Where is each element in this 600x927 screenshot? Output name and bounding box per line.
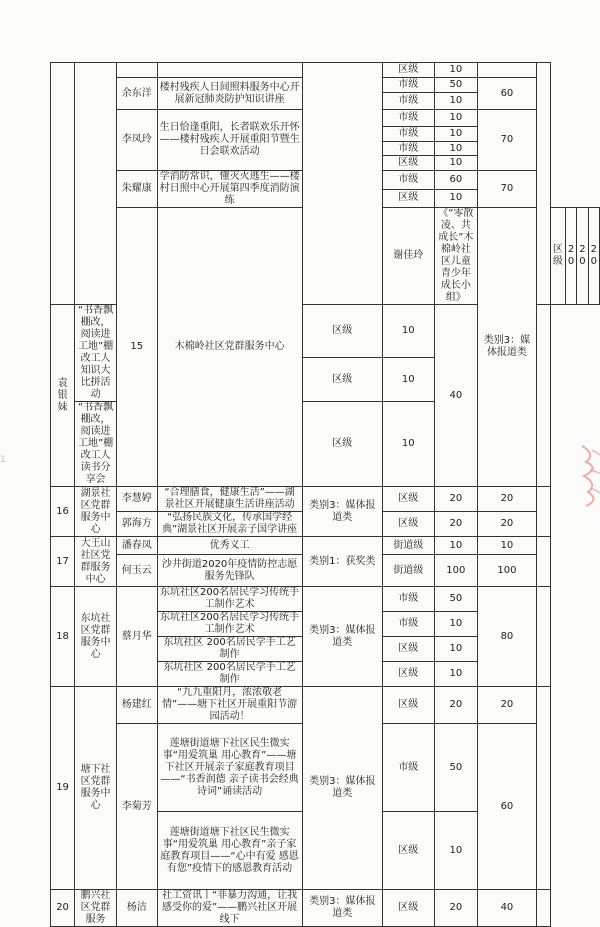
table-cell: 10 <box>434 812 478 890</box>
table-cell: 市级 <box>382 127 434 142</box>
table-cell: 10 <box>382 402 434 487</box>
table-cell: 60 <box>434 171 478 190</box>
table-cell: 10 <box>434 189 478 208</box>
table-row <box>51 487 600 512</box>
table-cell: 李慧婷 <box>117 487 158 512</box>
table-cell: 70 <box>478 171 536 208</box>
table-cell: 10 <box>434 637 478 662</box>
table-cell: 区级 <box>382 487 434 512</box>
table-cell: 10 <box>478 537 536 555</box>
table-cell: 100 <box>434 555 478 587</box>
table-cell: 市级 <box>382 142 434 156</box>
table-cell: 70 <box>478 110 536 171</box>
table-cell: 学消防常识，懂灭火逃生——楼村日照中心开展第四季度消防演练 <box>157 171 302 208</box>
table-cell: 市级 <box>382 110 434 127</box>
table-cell: 20 <box>478 687 536 724</box>
table-cell: 区级 <box>382 687 434 724</box>
table-cell: 区级 <box>382 512 434 537</box>
table-row <box>51 537 600 555</box>
table-cell: 15 <box>117 208 158 487</box>
table-cell: 20 <box>565 208 576 305</box>
table-cell: 市级 <box>382 93 434 110</box>
table-cell <box>75 63 117 305</box>
table-cell: 区级 <box>382 189 434 208</box>
table-cell: 大王山社区党群服务中心 <box>75 537 117 587</box>
table-cell: 市级 <box>382 724 434 812</box>
table-cell: 区级 <box>382 156 434 171</box>
table-cell: 50 <box>434 724 478 812</box>
table-cell: 楼村残疾人日间照料服务中心开展新冠肺炎防护知识讲座 <box>157 78 302 110</box>
table-cell: 区级 <box>382 637 434 662</box>
table-cell: 街道级 <box>382 555 434 587</box>
table-row <box>51 63 600 78</box>
binding-margin-mark: 1 <box>0 455 6 465</box>
table-row <box>51 890 600 927</box>
table-cell: 市级 <box>382 171 434 190</box>
table-cell: 10 <box>434 156 478 171</box>
table-cell: 100 <box>478 555 536 587</box>
table-cell: 街道级 <box>382 537 434 555</box>
table-cell: 10 <box>434 142 478 156</box>
table-cell: 东坑社区 200名居民学手工艺制作 <box>157 637 302 662</box>
table-cell <box>302 63 382 305</box>
table-cell: 李菊芳 <box>117 724 158 890</box>
table-cell: 50 <box>434 587 478 612</box>
table-cell: 80 <box>478 587 536 687</box>
table-cell <box>157 63 302 78</box>
table-cell: 类别1：获奖类 <box>302 537 382 587</box>
table-cell: 区级 <box>382 890 434 927</box>
table-cell: 60 <box>478 724 536 890</box>
table-cell <box>536 537 550 587</box>
table-cell: 20 <box>434 487 478 512</box>
table-cell: 蔡月华 <box>117 587 158 687</box>
table-cell: 杨建红 <box>117 687 158 724</box>
table-cell: “弘扬民族文化，传承国学经典”湖景社区开展亲子国学讲座 <box>157 512 302 537</box>
table-cell: 20 <box>434 687 478 724</box>
table-cell: “合理膳食，健康生活”——湖景社区开展健康生活讲座活动 <box>157 487 302 512</box>
table-cell: 何玉云 <box>117 555 158 587</box>
table-cell: 20 <box>434 512 478 537</box>
table-cell: 10 <box>382 358 434 402</box>
table-cell: 10 <box>434 127 478 142</box>
table-cell: 10 <box>434 662 478 687</box>
table-cell: 杨洁 <box>117 890 158 927</box>
table-cell: 《“零散凌、共成长”木棉岭社区儿童青少年成长小组》 <box>434 208 478 305</box>
table-cell: 市级 <box>382 78 434 93</box>
table-cell: 区级 <box>550 208 565 305</box>
table-cell: 17 <box>51 537 75 587</box>
table-cell: 20 <box>51 890 75 927</box>
table-cell: 东坑社区200名居民学习传统手工制作艺术 <box>157 587 302 612</box>
table-cell: 市级 <box>382 612 434 637</box>
table-row <box>51 587 600 612</box>
table-cell: 10 <box>434 537 478 555</box>
table-cell: 类别3：媒体报道类 <box>302 687 382 890</box>
table-cell: 塘下社区党群服务中心 <box>75 687 117 890</box>
table-cell: 20 <box>478 487 536 512</box>
table-cell: 李凤玲 <box>117 110 158 171</box>
table-cell <box>536 487 550 537</box>
table-cell: “书香飘棚改，阅读进工地”棚改工人读书分享会 <box>75 402 117 487</box>
table-cell <box>478 63 536 78</box>
table-cell: 10 <box>434 93 478 110</box>
table-cell <box>536 587 550 687</box>
table-cell: 20 <box>588 208 599 305</box>
table-cell: 区级 <box>382 812 434 890</box>
table-cell: 东坑社区200名居民学习传统手工制作艺术 <box>157 612 302 637</box>
table-cell: 袁银妹 <box>51 305 75 487</box>
table-cell: 40 <box>478 890 536 927</box>
table-cell: 50 <box>434 78 478 93</box>
table-cell: 20 <box>577 208 588 305</box>
table-cell: 郭海方 <box>117 512 158 537</box>
table-cell: 10 <box>382 305 434 358</box>
table-cell <box>536 63 550 305</box>
table-cell: 40 <box>434 305 478 487</box>
table-cell: 区级 <box>302 358 382 402</box>
table-cell: 类别3：媒体报道类 <box>302 587 382 687</box>
table-cell: 莲塘街道塘下社区民生微实事“用爱筑巢 用心教育”亲子家庭教育项目——“心中有爱 感恩有您”疫情下的感恩教育活动 <box>157 812 302 890</box>
table-cell: 社工资讯丨“非暴力沟通，让我感受你的爱”——鹏兴社区开展线下 <box>157 890 302 927</box>
table-cell <box>536 687 550 890</box>
table-cell: 朱耀康 <box>117 171 158 208</box>
score-table <box>50 62 600 927</box>
table-cell: 20 <box>478 512 536 537</box>
table-cell <box>536 890 550 927</box>
table-cell: 类别3：媒体报道类 <box>302 487 382 537</box>
table-cell: 东坑社区党群服务中心 <box>75 587 117 687</box>
table-cell: 10 <box>434 63 478 78</box>
table-cell: 沙井街道2020年疫情防控志愿服务先锋队 <box>157 555 302 587</box>
table-cell: 余东洋 <box>117 78 158 110</box>
table-cell: 区级 <box>302 305 382 358</box>
table-cell: 优秀义工 <box>157 537 302 555</box>
table-cell: 区级 <box>382 662 434 687</box>
table-cell: 市级 <box>382 587 434 612</box>
table-cell <box>536 305 550 487</box>
table-cell: 类别3：媒体报道类 <box>478 208 536 487</box>
table-cell: 10 <box>434 612 478 637</box>
table-row <box>51 687 600 724</box>
table-cell: “书香飘棚改，阅读进工地”棚改工人知识大比拼活动 <box>75 305 117 402</box>
table-cell: 10 <box>434 110 478 127</box>
table-cell: 16 <box>51 487 75 537</box>
table-cell <box>117 63 158 78</box>
table-cell: 东坑社区 200名居民学手工艺制作 <box>157 662 302 687</box>
table-cell: “九九重阳月，浓浓敬老情”——塘下社区开展重阳节游园活动！ <box>157 687 302 724</box>
table-cell: 生日恰逢重阳，长者联欢乐开怀——楼村残疾人开展重阳节暨生日会联欢活动 <box>157 110 302 171</box>
table-cell: 类别3：媒体报道类 <box>302 890 382 927</box>
table-cell: 谢佳玲 <box>382 208 434 305</box>
table-cell: 鹏兴社区党群服务 <box>75 890 117 927</box>
table-cell: 20 <box>434 890 478 927</box>
table-cell: 区级 <box>302 402 382 487</box>
table-cell: 60 <box>478 78 536 110</box>
table-cell: 木棉岭社区党群服务中心 <box>157 208 302 487</box>
table-cell <box>51 63 75 305</box>
table-cell: 区级 <box>382 63 434 78</box>
red-seal-stamp <box>576 440 600 510</box>
table-cell: 18 <box>51 587 75 687</box>
table-cell: 莲塘街道塘下社区民生微实事“用爱筑巢 用心教育”——塘下社区开展亲子家庭教育项目——“书香润德 亲子读书会经典诗词”诵读活动 <box>157 724 302 812</box>
table-cell: 19 <box>51 687 75 890</box>
table-cell: 潘春凤 <box>117 537 158 555</box>
table-cell: 湖景社区党群服务中心 <box>75 487 117 537</box>
